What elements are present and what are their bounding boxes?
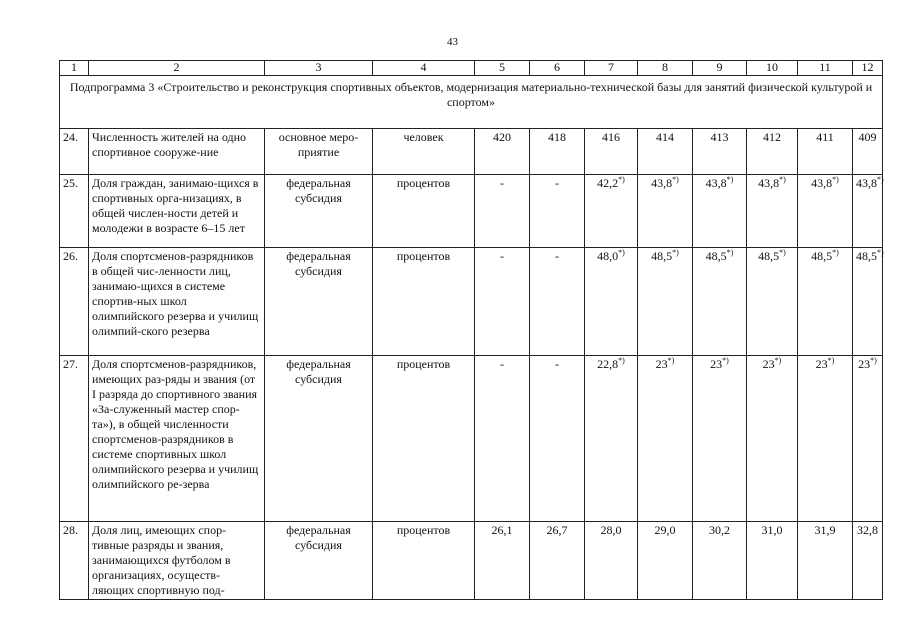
value-cell bbox=[638, 129, 693, 175]
value-cell bbox=[798, 356, 853, 522]
value-text: 23 bbox=[815, 357, 828, 371]
value-text: 31,0 bbox=[761, 523, 783, 537]
value-text: 48,5 bbox=[758, 249, 780, 263]
value-text: 30,2 bbox=[709, 523, 730, 537]
value-text: 26,1 bbox=[491, 523, 513, 537]
row-number: 26. bbox=[60, 248, 89, 356]
value-text: 48,5 bbox=[705, 249, 727, 263]
value-cell bbox=[638, 248, 693, 356]
subprogram-title: Подпрограмма 3 «Строительство и реконструкция спортивных объектов, модернизация материально-технической базы для занятий физической культурой и спортом» bbox=[60, 76, 883, 129]
value-text: 23 bbox=[762, 357, 775, 371]
value-cell bbox=[853, 129, 883, 175]
value-cell bbox=[530, 522, 585, 600]
value-cell bbox=[747, 522, 798, 600]
table-row bbox=[60, 356, 883, 522]
unit: процентов bbox=[373, 356, 475, 522]
indicator-name: Доля спортсменов-разрядников в общей чис-ленности лиц, занимаю-щихся в системе спортив-ных школ олимпийского резерва и училищ олимпий-ского резерва bbox=[89, 248, 265, 356]
footnote-mark: *) bbox=[722, 356, 729, 365]
value-text: 23 bbox=[655, 357, 668, 371]
column-number: 12 bbox=[853, 61, 883, 76]
value-text: 28,0 bbox=[600, 523, 622, 537]
footnote-mark: *) bbox=[779, 175, 786, 184]
footnote-mark: *) bbox=[667, 356, 675, 365]
value-text: 23 bbox=[710, 357, 723, 371]
value-text: 418 bbox=[548, 130, 566, 144]
value-cell bbox=[693, 356, 747, 522]
value-text: 23 bbox=[858, 357, 871, 371]
value-text: - bbox=[555, 249, 559, 263]
row-number: 28. bbox=[60, 522, 89, 600]
value-cell bbox=[530, 175, 585, 248]
value-text: - bbox=[555, 357, 559, 371]
funding-type: федеральная субсидия bbox=[265, 522, 373, 600]
value-text: 416 bbox=[602, 130, 620, 144]
value-cell bbox=[693, 129, 747, 175]
value-cell bbox=[475, 175, 530, 248]
footnote-mark: *) bbox=[877, 175, 884, 184]
column-number: 6 bbox=[530, 61, 585, 76]
value-cell bbox=[853, 522, 883, 600]
page-number: 43 bbox=[447, 36, 458, 48]
indicator-name: Численность жителей на одно спортивное сооруже-ние bbox=[89, 129, 265, 175]
value-text: 420 bbox=[493, 130, 511, 144]
unit: человек bbox=[373, 129, 475, 175]
subprogram-row bbox=[60, 76, 883, 129]
value-text: 413 bbox=[710, 130, 729, 144]
value-cell bbox=[638, 356, 693, 522]
footnote-mark: *) bbox=[618, 248, 625, 257]
value-text: 411 bbox=[816, 130, 834, 144]
value-text: - bbox=[500, 357, 504, 371]
footnote-mark: *) bbox=[726, 175, 734, 184]
funding-type: основное меро-приятие bbox=[265, 129, 373, 175]
value-cell bbox=[585, 356, 638, 522]
value-cell bbox=[475, 248, 530, 356]
funding-type: федеральная субсидия bbox=[265, 248, 373, 356]
value-text: 43,8 bbox=[811, 176, 833, 190]
row-number: 25. bbox=[60, 175, 89, 248]
value-text: 22,8 bbox=[597, 357, 619, 371]
column-number: 3 bbox=[265, 61, 373, 76]
value-cell bbox=[747, 248, 798, 356]
value-cell bbox=[585, 129, 638, 175]
footnote-mark: *) bbox=[877, 248, 884, 257]
footnote-mark: *) bbox=[832, 248, 839, 257]
value-cell bbox=[530, 129, 585, 175]
value-cell bbox=[585, 522, 638, 600]
value-text: 43,8 bbox=[856, 176, 877, 190]
value-cell bbox=[475, 129, 530, 175]
indicator-name: Доля граждан, занимаю-щихся в спортивных орга-низациях, в общей числен-ности детей и молодежи в возрасте 6–15 лет bbox=[89, 175, 265, 248]
value-cell bbox=[693, 248, 747, 356]
unit: процентов bbox=[373, 522, 475, 600]
value-text: 48,5 bbox=[811, 249, 833, 263]
footnote-mark: *) bbox=[774, 356, 782, 365]
value-text: - bbox=[555, 176, 559, 190]
value-cell bbox=[638, 175, 693, 248]
column-number: 10 bbox=[747, 61, 798, 76]
footnote-mark: *) bbox=[618, 356, 625, 365]
value-cell bbox=[585, 175, 638, 248]
value-text: 412 bbox=[763, 130, 781, 144]
funding-type: федеральная субсидия bbox=[265, 175, 373, 248]
footnote-mark: *) bbox=[779, 248, 786, 257]
value-text: - bbox=[500, 176, 504, 190]
unit: процентов bbox=[373, 248, 475, 356]
value-cell bbox=[530, 356, 585, 522]
indicators-table bbox=[59, 60, 883, 600]
column-number: 7 bbox=[585, 61, 638, 76]
value-text: 48,5 bbox=[651, 249, 673, 263]
column-number: 1 bbox=[60, 61, 89, 76]
value-cell bbox=[798, 248, 853, 356]
footnote-mark: *) bbox=[672, 175, 679, 184]
value-cell bbox=[475, 356, 530, 522]
value-cell bbox=[747, 356, 798, 522]
footnote-mark: *) bbox=[827, 356, 835, 365]
value-text: 43,8 bbox=[651, 176, 673, 190]
value-cell bbox=[693, 522, 747, 600]
value-cell bbox=[798, 522, 853, 600]
row-number: 24. bbox=[60, 129, 89, 175]
table-row bbox=[60, 175, 883, 248]
column-number: 2 bbox=[89, 61, 265, 76]
footnote-mark: *) bbox=[870, 356, 877, 365]
footnote-mark: *) bbox=[832, 175, 839, 184]
value-text: 31,9 bbox=[814, 523, 836, 537]
footnote-mark: *) bbox=[726, 248, 734, 257]
value-text: 48,0 bbox=[597, 249, 619, 263]
column-number: 9 bbox=[693, 61, 747, 76]
footnote-mark: *) bbox=[672, 248, 679, 257]
value-cell bbox=[585, 248, 638, 356]
value-cell bbox=[798, 175, 853, 248]
value-text: 29,0 bbox=[654, 523, 676, 537]
value-text: 409 bbox=[858, 130, 877, 144]
value-text: 43,8 bbox=[705, 176, 727, 190]
value-cell bbox=[638, 522, 693, 600]
value-cell bbox=[798, 129, 853, 175]
value-cell bbox=[475, 522, 530, 600]
unit: процентов bbox=[373, 175, 475, 248]
row-number: 27. bbox=[60, 356, 89, 522]
value-text: 26,7 bbox=[546, 523, 568, 537]
column-number-row bbox=[60, 61, 883, 76]
table-row bbox=[60, 129, 883, 175]
value-cell bbox=[530, 248, 585, 356]
value-cell bbox=[853, 356, 883, 522]
value-text: 42,2 bbox=[597, 176, 619, 190]
column-number: 11 bbox=[798, 61, 853, 76]
value-cell bbox=[747, 129, 798, 175]
column-number: 8 bbox=[638, 61, 693, 76]
footnote-mark: *) bbox=[618, 175, 625, 184]
value-text: 32,8 bbox=[857, 523, 878, 537]
value-text: 48,5 bbox=[856, 249, 877, 263]
table-row bbox=[60, 248, 883, 356]
value-cell bbox=[853, 248, 883, 356]
column-number: 4 bbox=[373, 61, 475, 76]
value-text: 414 bbox=[656, 130, 674, 144]
table-row bbox=[60, 522, 883, 600]
value-text: 43,8 bbox=[758, 176, 780, 190]
value-cell bbox=[853, 175, 883, 248]
value-cell bbox=[747, 175, 798, 248]
column-number: 5 bbox=[475, 61, 530, 76]
value-cell bbox=[693, 175, 747, 248]
value-text: - bbox=[500, 249, 504, 263]
indicator-name: Доля лиц, имеющих спор-тивные разряды и звания, занимающихся футболом в организациях, осуществ-ляющих спортивную под- bbox=[89, 522, 265, 600]
indicator-name: Доля спортсменов-разрядников, имеющих раз-ряды и звания (от I разряда до спортивного звания «За-служенный мастер спор-та»), в общей численности спортсменов-разрядников в системе спортивных школ олимпийского резерва и училищ олимпийского ре-зерва bbox=[89, 356, 265, 522]
funding-type: федеральная субсидия bbox=[265, 356, 373, 522]
